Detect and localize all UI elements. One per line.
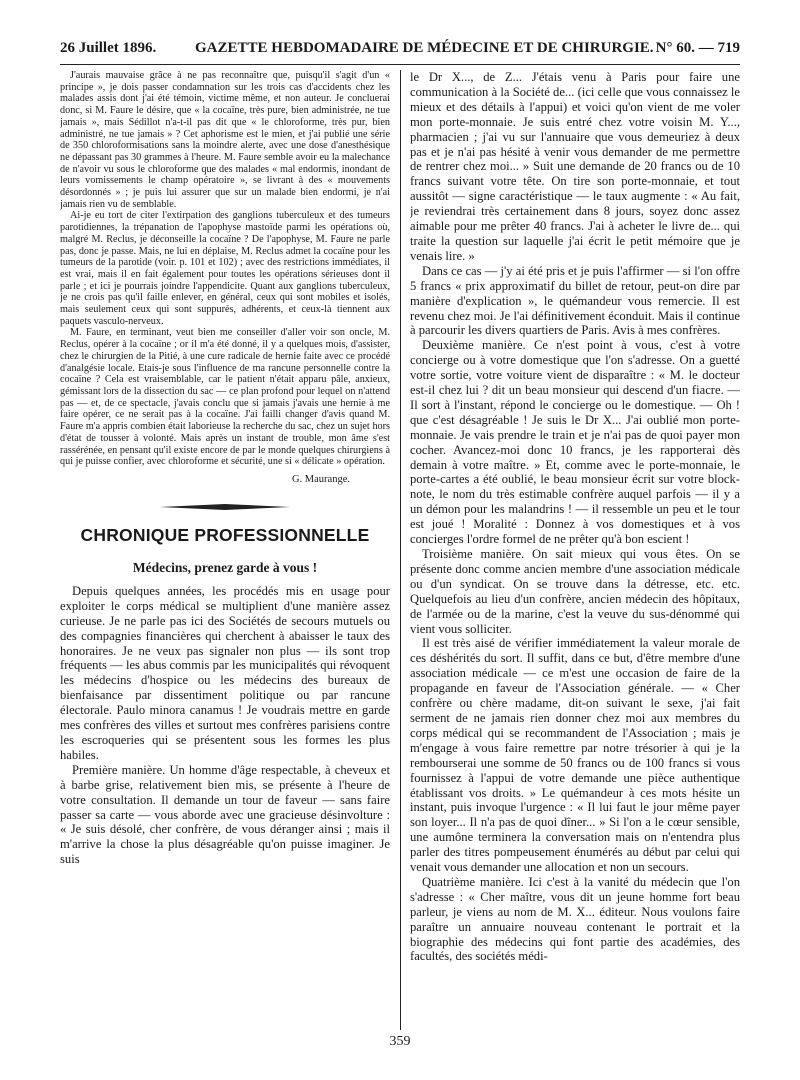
paragraph: Ai-je eu tort de citer l'extirpation des ganglions tuberculeux et des tumeurs parotidiennes, la trépanation de l'apophyse mastoïde parmi les opérations où, malgré M. Reclus, je déconseille la cocaïne ? De l'apophyse, M. Faure ne parle pas, donc je passe. Mais, ne lui en déplaise, M. Reclus admet la cocaïne pour les tumeurs de la parotide (voir. p. 101 et 102) ; avec des restrictions immédiates, il est vrai, mais il en fait également pour toutes les opérations sérieuses dont il parle ; et ici je pourrais joindre l'appendicite. Quant aux ganglions tuberculeux, je ne crois pas qu'il faille enlever, en général, ceux qui sont mobiles et isolés, mais seulement ceux qui sont suppurés, adhérents, et ceux-là tiennent aux paquets vasculo-nerveux. [60,210,390,327]
paragraph: J'aurais mauvaise grâce à ne pas reconnaître que, puisqu'il s'agit d'un « principe », je dois passer condamnation sur les trois cas d'accidents chez les malades assis dont j'ai été témoin, victime même, et non auteur. Je concluerai donc, si M. Faure le désire, que « la cocaïne, très pure, bien administrée, ne tue jamais », mais Sédillot n'a-t-il pas dit que « le chloroforme, très pur, bien administré, ne tue jamais » ? Cet aphorisme est le mien, et j'ai publié une série de 350 chloroformisations sans la moindre alerte, avec une dose d'anesthésique ne dépassant pas 30 grammes à l'heure. M. Faure semble avoir eu la malechance de n'avoir vu sous le chloroforme que des malades « mal endormis, inondant de leurs vomissements le champ opératoire », se livrant à des « mouvements désordonnés » ; je puis lui assurer que sur un malade bien endormi, je n'ai jamais rien vu de semblable. [60,70,390,210]
header-issue-page: N° 60. — 719 [655,40,740,56]
paragraph: Depuis quelques années, les procédés mis en usage pour exploiter le corps médical se multiplient d'une manière assez curieuse. Je ne parle pas ici des Sociétés de secours mutuels ou des compagnies financières qui cherchent à abaisser le taux des honoraires. Je ne veux pas signaler non plus — ils sont trop fréquents — les abus commis par les municipalités qui révoquent les médecins d'hospice ou les médecins des bureaux de bienfaisance par dissentiment politique ou par rancune électorale. Paulo minora canamus ! Je voudrais mettre en garde mes confrères des villes et surtout mes confrères parisiens contre les escroqueries qui se présentent sous les formes les plus habiles. [60,583,390,762]
ornament-divider [160,503,290,511]
paragraph: Troisième manière. On sait mieux qui vous êtes. On se présente donc comme ancien membre d'une association médicale ou d'un syndicat. On se trouve dans la détresse, etc. etc. Quelquefois au lieu d'un confrère, ancien médecin des hôpitaux, de l'armée ou de la marine, c'est la veuve du sus-dénommé qui vient vous solliciter. [410,547,740,636]
header-journal-title: GAZETTE HEBDOMADAIRE DE MÉDECINE ET DE CHIRURGIE. [195,40,654,56]
article-subtitle: Médecins, prenez garde à vous ! [132,559,318,575]
section-title: CHRONIQUE PROFESSIONNELLE [80,524,370,545]
paragraph: Deuxième manière. Ce n'est point à vous, c'est à votre concierge ou à votre domestique que l'on s'adresse. On a guetté votre sortie, votre voiture vient de disparaître : « M. le docteur est-il chez lui ? dit un beau monsieur qui descend d'un fiacre. — Il sort à l'instant, répond le concierge ou le domestique. — Oh ! que c'est désagréable ! Je suis le Dr X... J'ai oublié mon porte-monnaie. Je vais prendre le train et je n'ai pas de quoi payer mon cocher. Avancez-moi donc 10 francs, je les rapporterai dès demain à votre maître. » Et, comme avec le porte-monnaie, le porte-cartes a été oublié, le beau monsieur écrit sur votre block-note, le nom du très estimable confrère auquel parfois — il y a un démon pour les malandrins ! — il ressemble un peu et le tour est joué ! Moralité : Donnez à vos domestiques et à vos concierges l'ordre formel de ne prêter qu'à bon escient ! [410,338,740,547]
paragraph: Première manière. Un homme d'âge respectable, à cheveux et à barbe grise, relativement bien mis, se présente à l'heure de votre consultation. Il demande un tour de faveur — sans faire passer sa carte — vous aborde avec une gracieuse désinvolture : « Je suis désolé, cher confrère, de vous déranger ainsi ; mais il m'arrive la chose la plus désagréable qu'on puisse imaginer. Je suis [60,762,390,867]
running-header [60,40,740,62]
paragraph: Quatrième manière. Ici c'est à la vanité du médecin que l'on s'adresse : « Cher maître, vous dit un jeune homme fort beau parleur, je viens au nom de M. X... éditeur. Nous voulons faire paraître un annuaire nouveau contenant le portrait et la biographie des médecins qui font partie des académies, des facultés, des sociétés médi- [410,874,740,964]
column-divider [400,70,401,1030]
paragraph: Il est très aisé de vérifier immédiatement la valeur morale de ces déshérités du sort. Il suffit, dans ce but, d'être membre d'une association médicale — ce m'est une occasion de faire de la propagande en faveur de l'Association générale. — « Cher confrère ou chère madame, dit-on suivant le sexe, j'ai fait serment de ne jamais rien donner chez moi aux membres du corps médical qui se recommandent de l'Association ; mais je m'engage à vous faire remettre par notre trésorier à qui je la rembourserai une somme de 50 francs ou de 100 francs si vous fournissez à l'appui de votre demande une pièce authentique établissant vos droits. » Le quémandeur à ces mots hésite un instant, puis invoque l'urgence : « Il lui faut le jour même payer son loyer... Il n'a pas de quoi dîner... » Si l'on a le cœur sensible, une aumône terminera la conversation mais on n'entendra plus parler des titres pompeusement énumérés au début par celui qui venait vous demander une allocation et non un secours. [410,636,740,875]
header-rule [60,64,740,65]
header-date: 26 Juillet 1896. [60,40,157,56]
author-signature: G. Maurange. [291,473,350,485]
right-column [410,70,740,1030]
paragraph: M. Faure, en terminant, veut bien me conseiller d'aller voir son oncle, M. Reclus, opérer à la cocaïne ; or il m'a été donné, il y a quelques mois, d'assister, chez le chirurgien de la Pitié, à une cure radicale de hernie faite avec ce procédé d'analgésie locale. Etais-je sous l'influence de ma rancune personnelle contre la cocaïne ? Cela est vraisemblable, car le patient n'était apparu pâle, anxieux, gémissant lors de la dissection du sac — ce plan profond pour lequel on n'attend pas — et, de ce spectacle, j'avais conclu que si jamais j'avais une hernie à me faire opérer, ce ne serait pas à la cocaïne. J'ai failli changer d'avis quand M. Faure m'a appris combien était laborieuse la recherche du sac, chez un sujet hors d'état de tousser à volonté. Mais après un instant de trouble, mon âme s'est rassérénée, en pensant qu'il existe encore de par le monde quelques chirurgiens à qui je puisse confier, avec chloroforme et sécurité, une si « délicate » opération. [60,327,390,468]
left-column [60,70,390,1030]
page-number: 359 [389,1034,411,1049]
paragraph: le Dr X..., de Z... J'étais venu à Paris pour faire une communication à la Société de... (ici celle que vous connaissez le mieux et des détails à l'appui) et voici qu'on vient de me voler mon porte-monnaie. Je suis entré chez votre voisin M. Y..., pharmacien ; j'ai vu sur l'annuaire que vous demeuriez à deux pas et je n'ai pas hésité à venir vous demander de me permettre de rentrer chez moi... » Suit une demande de 20 francs ou de 10 francs suivant votre tête. On tire son porte-monnaie, et tout aussitôt — signe caractéristique — le taux augmente : « Au fait, je reviendrai très certainement dans 8 jours, soyez donc assez aimable pour me prêter 40 francs. J'ai à acheter le livre de... qui traite la question sur laquelle j'ai écrit le petit mémoire que je venais lire. » [410,70,740,263]
paragraph: Dans ce cas — j'y ai été pris et je puis l'affirmer — si l'on offre 5 francs « prix approximatif du billet de retour, peut-on dire par manière d'explication », le quémandeur vous remercie. Il est revenu chez moi. Je l'ai définitivement éconduit. Mais il continue à parcourir les divers quartiers de Paris. Avis à mes confrères. [410,263,740,338]
